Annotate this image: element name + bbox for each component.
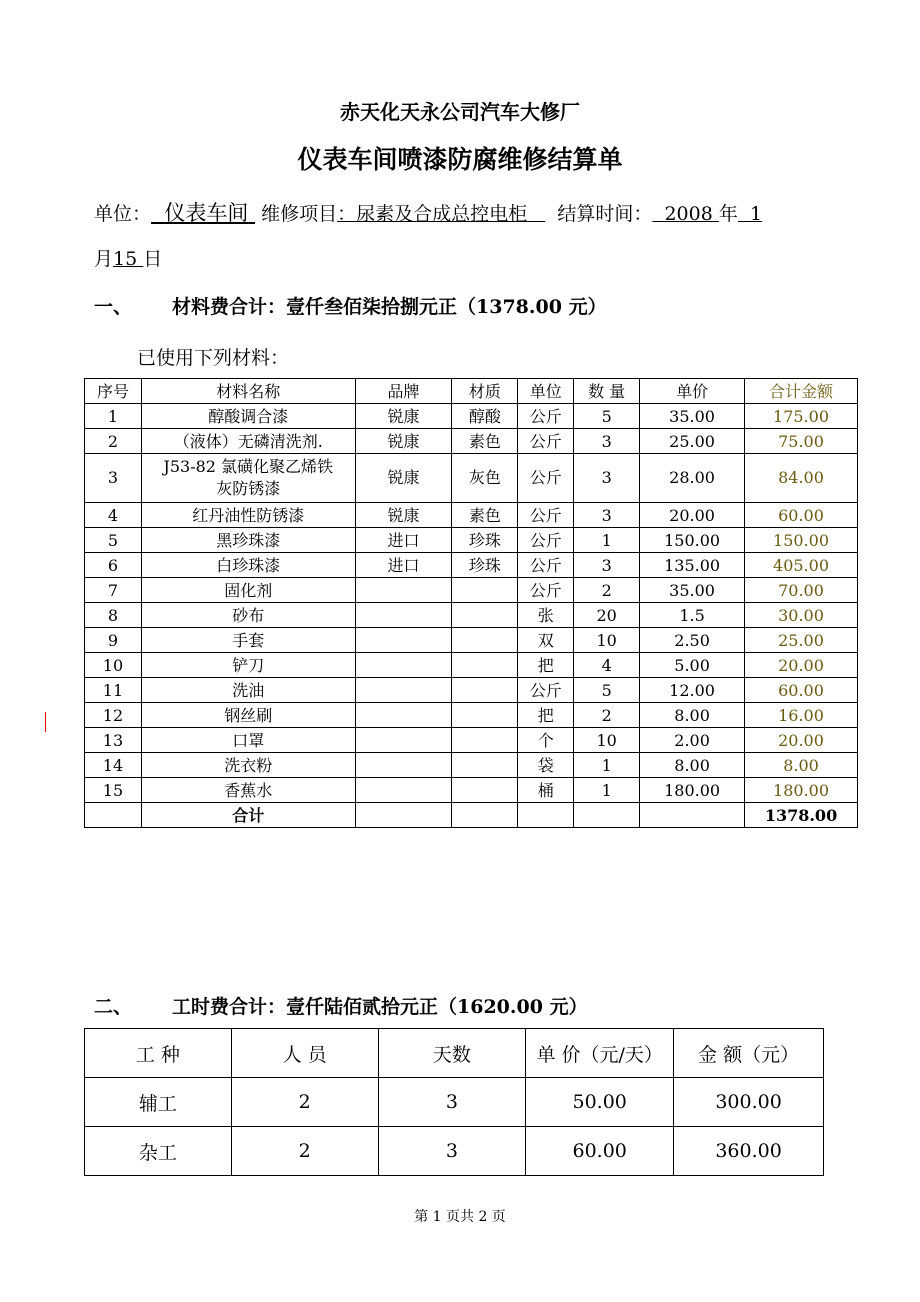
cell-no: 12 [85, 703, 142, 728]
cell-no: 10 [85, 653, 142, 678]
cell-name: 洗油 [141, 678, 355, 703]
cell-material [452, 753, 518, 778]
cell-no: 9 [85, 628, 142, 653]
col-qty: 数 量 [574, 379, 640, 404]
info-line-2 [94, 244, 162, 271]
cell-no: 13 [85, 728, 142, 753]
cell-amount: 16.00 [745, 703, 858, 728]
cell-qty: 3 [574, 503, 640, 528]
cell-name: 红丹油性防锈漆 [141, 503, 355, 528]
cell-amount: 20.00 [745, 653, 858, 678]
cell-price: 135.00 [640, 553, 745, 578]
document-title: 仪表车间喷漆防腐维修结算单 [297, 145, 623, 174]
col-unit: 单位 [518, 379, 574, 404]
cell-unit: 袋 [518, 753, 574, 778]
cell-price: 28.00 [640, 454, 745, 503]
unit-label: 单位： [94, 203, 152, 225]
cell-qty: 1 [574, 778, 640, 803]
cell-material: 灰色 [452, 454, 518, 503]
labor-col-people: 人 员 [231, 1029, 378, 1078]
labor-col-type: 工 种 [85, 1029, 232, 1078]
cell-brand: 锐康 [355, 503, 452, 528]
labor-col-days: 天数 [378, 1029, 526, 1078]
cell-name: （液体）无磷清洗剂. [141, 429, 355, 454]
cell-unit: 公斤 [518, 578, 574, 603]
cell-amount: 180.00 [745, 778, 858, 803]
cell-no: 3 [85, 454, 142, 503]
labor-cell-type: 辅工 [85, 1078, 232, 1127]
cell-brand [355, 778, 452, 803]
cell-brand: 锐康 [355, 404, 452, 429]
labor-col-amount: 金 额（元） [674, 1029, 824, 1078]
labor-table [84, 1028, 824, 1176]
cell-material: 素色 [452, 503, 518, 528]
table-row [85, 628, 858, 653]
cell-no: 7 [85, 578, 142, 603]
cell-price: 5.00 [640, 653, 745, 678]
month-unit: 月 [94, 248, 114, 270]
cell-no: 8 [85, 603, 142, 628]
cell-no: 5 [85, 528, 142, 553]
cell-brand [355, 578, 452, 603]
labor-cell-days: 3 [378, 1078, 526, 1127]
cell-material [452, 678, 518, 703]
cell-name: 固化剂 [141, 578, 355, 603]
table-row [85, 603, 858, 628]
labor-cell-type: 杂工 [85, 1127, 232, 1176]
empty-cell [640, 803, 745, 828]
cell-amount: 60.00 [745, 678, 858, 703]
cell-price: 150.00 [640, 528, 745, 553]
cell-brand: 进口 [355, 528, 452, 553]
col-amount: 合计金额 [745, 379, 858, 404]
cell-material [452, 703, 518, 728]
cell-name: 香蕉水 [141, 778, 355, 803]
labor-cell-price: 60.00 [526, 1127, 674, 1176]
table-row [85, 503, 858, 528]
cell-unit: 把 [518, 653, 574, 678]
cell-amount: 405.00 [745, 553, 858, 578]
cell-unit: 公斤 [518, 454, 574, 503]
cell-qty: 3 [574, 429, 640, 454]
cell-unit: 公斤 [518, 503, 574, 528]
table-row [85, 678, 858, 703]
materials-intro: 已使用下列材料： [137, 347, 290, 369]
table-row [85, 429, 858, 454]
labor-heading [94, 992, 588, 1019]
cell-unit: 公斤 [518, 553, 574, 578]
cell-price: 8.00 [640, 753, 745, 778]
col-name: 材料名称 [141, 379, 355, 404]
cell-unit: 张 [518, 603, 574, 628]
cell-price: 25.00 [640, 429, 745, 454]
cell-name: 黑珍珠漆 [141, 528, 355, 553]
project-value: ：尿素及合成总控电柜 [337, 203, 528, 225]
cell-unit: 公斤 [518, 678, 574, 703]
year-value: 2008 [664, 203, 713, 225]
cell-name: 醇酸调合漆 [141, 404, 355, 429]
cell-brand: 锐康 [355, 454, 452, 503]
cell-price: 35.00 [640, 578, 745, 603]
cell-amount: 25.00 [745, 628, 858, 653]
cell-material [452, 603, 518, 628]
empty-cell [574, 803, 640, 828]
materials-total-text: 材料费合计：壹仟叁佰柒拾捌元正（1378.00 元） [172, 296, 607, 318]
table-row [85, 528, 858, 553]
cell-amount: 60.00 [745, 503, 858, 528]
cell-amount: 150.00 [745, 528, 858, 553]
table-row [85, 653, 858, 678]
cell-unit: 双 [518, 628, 574, 653]
cell-qty: 10 [574, 728, 640, 753]
cell-name: 钢丝刷 [141, 703, 355, 728]
labor-row [85, 1078, 824, 1127]
cell-amount: 30.00 [745, 603, 858, 628]
cell-material [452, 778, 518, 803]
table-row [85, 728, 858, 753]
cell-no: 6 [85, 553, 142, 578]
table-row [85, 553, 858, 578]
labor-cell-days: 3 [378, 1127, 526, 1176]
day-value: 15 [113, 248, 138, 270]
cell-unit: 公斤 [518, 429, 574, 454]
cell-qty: 4 [574, 653, 640, 678]
cell-no: 11 [85, 678, 142, 703]
cell-material: 珍珠 [452, 528, 518, 553]
table-row [85, 778, 858, 803]
year-unit: 年 [718, 203, 738, 225]
cell-price: 180.00 [640, 778, 745, 803]
col-price: 单价 [640, 379, 745, 404]
cell-no: 2 [85, 429, 142, 454]
table-row [85, 753, 858, 778]
cell-material [452, 728, 518, 753]
cell-amount: 84.00 [745, 454, 858, 503]
cell-price: 12.00 [640, 678, 745, 703]
cell-name: 砂布 [141, 603, 355, 628]
cell-unit: 公斤 [518, 528, 574, 553]
cell-brand: 锐康 [355, 429, 452, 454]
cell-brand [355, 703, 452, 728]
cell-price: 8.00 [640, 703, 745, 728]
cell-no: 14 [85, 753, 142, 778]
page-footer: 第 1 页共 2 页 [414, 1209, 506, 1225]
labor-section-number: 二、 [94, 996, 133, 1018]
project-label: 维修项目 [261, 203, 338, 225]
total-label: 合计 [141, 803, 355, 828]
cell-brand [355, 603, 452, 628]
cell-name-line: J53-82 氯磺化聚乙烯铁 [163, 457, 334, 476]
labor-cell-people: 2 [231, 1127, 378, 1176]
cell-name: 手套 [141, 628, 355, 653]
cell-qty: 2 [574, 703, 640, 728]
cell-material: 素色 [452, 429, 518, 454]
table-row [85, 703, 858, 728]
cell-qty: 5 [574, 404, 640, 429]
cell-amount: 8.00 [745, 753, 858, 778]
cell-qty: 1 [574, 753, 640, 778]
cell-price: 1.5 [640, 603, 745, 628]
labor-total-text: 工时费合计：壹仟陆佰贰拾元正（1620.00 元） [172, 996, 588, 1018]
cell-price: 20.00 [640, 503, 745, 528]
cell-no: 4 [85, 503, 142, 528]
cell-unit: 个 [518, 728, 574, 753]
cell-qty: 2 [574, 578, 640, 603]
cell-price: 35.00 [640, 404, 745, 429]
materials-header-row [85, 379, 858, 404]
empty-cell [85, 803, 142, 828]
cell-brand [355, 628, 452, 653]
total-row [85, 803, 858, 828]
col-no: 序号 [85, 379, 142, 404]
unit-value: 仪表车间 [164, 201, 249, 225]
total-amount: 1378.00 [745, 803, 858, 828]
cell-brand [355, 753, 452, 778]
cell-no: 15 [85, 778, 142, 803]
labor-row [85, 1127, 824, 1176]
cell-brand [355, 653, 452, 678]
cell-qty: 20 [574, 603, 640, 628]
cell-brand [355, 678, 452, 703]
cell-unit: 把 [518, 703, 574, 728]
cell-name-line: 灰防锈漆 [216, 479, 281, 498]
cell-price: 2.50 [640, 628, 745, 653]
cell-amount: 75.00 [745, 429, 858, 454]
cell-name: 铲刀 [141, 653, 355, 678]
col-material: 材质 [452, 379, 518, 404]
cell-material [452, 653, 518, 678]
cell-material: 珍珠 [452, 553, 518, 578]
cell-material [452, 628, 518, 653]
labor-cell-amount: 300.00 [674, 1078, 824, 1127]
cell-amount: 175.00 [745, 404, 858, 429]
cell-unit: 桶 [518, 778, 574, 803]
materials-table [84, 378, 858, 828]
labor-col-price: 单 价（元/天） [526, 1029, 674, 1078]
cell-name [141, 454, 355, 503]
labor-cell-people: 2 [231, 1078, 378, 1127]
info-line-1 [94, 197, 762, 227]
cell-qty: 5 [574, 678, 640, 703]
empty-cell [452, 803, 518, 828]
cell-brand [355, 728, 452, 753]
date-label: 结算时间： [557, 203, 653, 225]
cell-material [452, 578, 518, 603]
cell-name: 白珍珠漆 [141, 553, 355, 578]
cell-qty: 1 [574, 528, 640, 553]
table-row [85, 578, 858, 603]
cell-qty: 3 [574, 454, 640, 503]
table-row [85, 454, 858, 503]
day-unit: 日 [143, 248, 163, 270]
labor-cell-price: 50.00 [526, 1078, 674, 1127]
cell-name: 洗衣粉 [141, 753, 355, 778]
month-value: 1 [749, 203, 763, 225]
cell-price: 2.00 [640, 728, 745, 753]
empty-cell [355, 803, 452, 828]
company-name: 赤天化天永公司汽车大修厂 [340, 100, 580, 124]
col-brand: 品牌 [355, 379, 452, 404]
red-margin-mark [45, 712, 46, 732]
materials-section-number: 一、 [94, 296, 133, 318]
empty-cell [518, 803, 574, 828]
cell-no: 1 [85, 404, 142, 429]
labor-header-row [85, 1029, 824, 1078]
cell-name: 口罩 [141, 728, 355, 753]
table-row [85, 404, 858, 429]
cell-amount: 70.00 [745, 578, 858, 603]
cell-qty: 3 [574, 553, 640, 578]
cell-qty: 10 [574, 628, 640, 653]
cell-amount: 20.00 [745, 728, 858, 753]
materials-heading [94, 292, 607, 319]
labor-cell-amount: 360.00 [674, 1127, 824, 1176]
cell-unit: 公斤 [518, 404, 574, 429]
cell-brand: 进口 [355, 553, 452, 578]
cell-material: 醇酸 [452, 404, 518, 429]
